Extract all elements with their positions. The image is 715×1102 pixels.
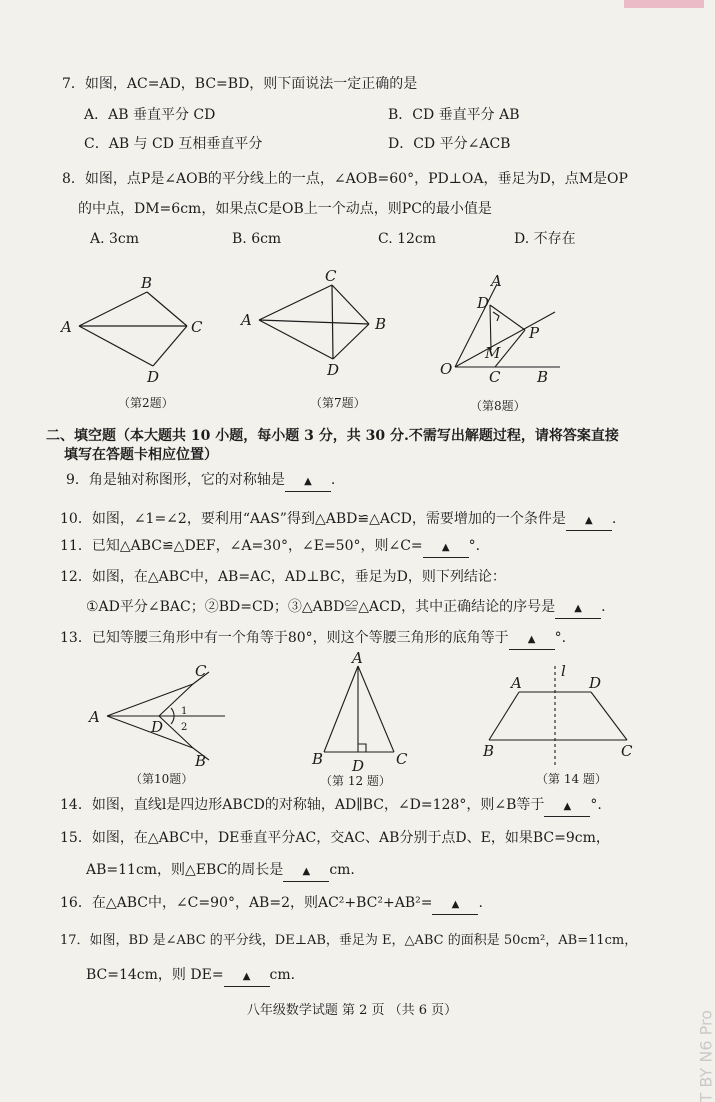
- fig2-label-a: A: [61, 318, 72, 336]
- q13: [60, 629, 566, 650]
- fig12-caption: （第 12 题）: [320, 774, 391, 788]
- fig10-caption: （第10题）: [130, 772, 194, 786]
- q14-answer-blank: [544, 796, 590, 817]
- q7-option-c: C．AB 与 CD 互相垂直平分: [84, 136, 263, 152]
- fig8-label-p: P: [529, 324, 540, 342]
- fig14-caption: （第 14 题）: [536, 772, 607, 786]
- fig7-label-a: A: [241, 311, 252, 329]
- q8-option-a: A. 3cm: [90, 231, 140, 247]
- fig10-angle-2: 2: [181, 722, 188, 733]
- q12-stem: 12．如图，在△ABC中，AB=AC，AD⊥BC，垂足为D，则下列结论：: [60, 569, 506, 585]
- q8-stem-line2: 的中点，DM=6cm，如果点C是OB上一个动点，则PC的最小值是: [78, 201, 492, 217]
- fig12-label-a: A: [352, 649, 363, 667]
- q10-post: .: [611, 511, 617, 527]
- q16-answer-blank: [432, 894, 478, 915]
- section2-title-line2: 填写在答题卡相应位置）: [64, 447, 218, 463]
- q15-post: cm.: [329, 862, 355, 878]
- fig8-label-d: D: [477, 294, 490, 312]
- q7-option-a: A．AB 垂直平分 CD: [84, 107, 216, 123]
- q15-text: AB=11cm，则△EBC的周长是: [86, 862, 284, 878]
- q17-continued: [86, 966, 295, 987]
- fig10-angle-1: 1: [181, 706, 188, 717]
- camera-watermark: T BY N6 Pro: [696, 1010, 715, 1102]
- q17-blank-mark: ▲: [242, 971, 251, 982]
- fig12-label-d: D: [352, 757, 365, 775]
- q9: [66, 471, 335, 492]
- q7-stem: 7．如图，AC=AD，BC=BD，则下面说法一定正确的是: [62, 76, 418, 92]
- q10: [60, 510, 616, 531]
- q12-answer-blank: [555, 598, 601, 619]
- fig7-label-c: C: [325, 267, 337, 285]
- q13-text: 13．已知等腰三角形中有一个角等于80°，则这个等腰三角形的底角等于: [60, 630, 509, 646]
- q17-text: BC=14cm，则 DE=: [86, 967, 224, 983]
- q9-blank-mark: ▲: [304, 476, 312, 487]
- section2-title-line1: 二、填空题（本大题共 10 小题，每小题 3 分，共 30 分.不需写出解题过程，请将答案直接: [46, 428, 619, 444]
- fig14-label-c: C: [621, 742, 633, 760]
- q17-stem: 17．如图，BD 是∠ABC 的平分线，DE⊥AB，垂足为 E，△ABC 的面积是 50cm²，AB=11cm，: [60, 933, 638, 948]
- q8-stem-line1: 8．如图，点P是∠AOB的平分线上的一点，∠AOB=60°，PD⊥OA，垂足为D，点M是OP: [62, 171, 628, 187]
- fig10-label-a: A: [89, 708, 100, 726]
- fig8-label-o: O: [440, 360, 453, 378]
- fig7-caption: （第7题）: [310, 396, 366, 410]
- fig8-label-b: B: [537, 368, 549, 386]
- figure-q8: [435, 272, 575, 394]
- fig7-label-b: B: [375, 315, 387, 333]
- q10-answer-blank: [566, 510, 612, 531]
- q13-answer-blank: [509, 629, 555, 650]
- q16-blank-mark: ▲: [451, 899, 460, 910]
- fig2-label-b: B: [141, 274, 153, 292]
- q10-text: 10．如图，∠1=∠2，要利用“AAS”得到△ABD≌△ACD，需要增加的一个条件是: [60, 511, 566, 527]
- q17-answer-blank: [224, 966, 270, 987]
- q16: [60, 894, 483, 915]
- q9-text: 9．角是轴对称图形，它的对称轴是: [66, 472, 285, 488]
- q8-option-b: B. 6cm: [232, 231, 282, 247]
- fig10-label-b: B: [195, 752, 207, 770]
- q17-post: cm.: [269, 967, 296, 983]
- figure-q7: [235, 265, 405, 383]
- corner-color-mark: [624, 0, 704, 8]
- fig7-label-d: D: [327, 361, 340, 379]
- fig2-label-c: C: [191, 318, 203, 336]
- q9-post: .: [330, 472, 336, 488]
- q9-answer-blank: [285, 471, 331, 492]
- q14: [60, 796, 602, 817]
- figure-q10: [85, 660, 245, 770]
- figure-q14: [475, 660, 655, 768]
- fig10-label-d: D: [151, 718, 164, 736]
- q11-answer-blank: [423, 537, 469, 558]
- fig8-label-m: M: [485, 344, 501, 362]
- q15-blank-mark: ▲: [302, 866, 311, 877]
- q12-conclusions: [86, 598, 606, 619]
- fig8-caption: （第8题）: [470, 399, 526, 413]
- fig10-label-c: C: [195, 662, 207, 680]
- q13-blank-mark: ▲: [527, 634, 536, 645]
- q14-text: 14．如图，直线l是四边形ABCD的对称轴，AD∥BC，∠D=128°，则∠B等于: [60, 797, 545, 813]
- figure-q2: [55, 268, 215, 388]
- q7-option-b: B．CD 垂直平分 AB: [388, 107, 520, 123]
- q12-post: .: [601, 599, 606, 615]
- q12-blank-mark: ▲: [574, 603, 582, 614]
- q14-blank-mark: ▲: [563, 801, 572, 812]
- q13-post: °.: [554, 630, 567, 646]
- figure-q12: [310, 649, 410, 775]
- fig14-label-a: A: [511, 674, 522, 692]
- fig14-label-l: l: [561, 662, 566, 680]
- q16-post: .: [478, 895, 483, 911]
- fig12-label-c: C: [396, 750, 408, 768]
- q15-stem: 15．如图，在△ABC中，DE垂直平分AC，交AC、AB分别于点D、E，如果BC=9cm，: [60, 830, 610, 846]
- fig14-label-d: D: [589, 674, 602, 692]
- q8-option-c: C. 12cm: [378, 231, 437, 247]
- q10-blank-mark: ▲: [585, 515, 593, 526]
- fig8-label-c: C: [489, 368, 501, 386]
- q11: [60, 537, 480, 558]
- fig2-caption: （第2题）: [118, 396, 174, 410]
- q15-continued: [86, 861, 355, 882]
- q8-option-d: D. 不存在: [514, 231, 576, 247]
- q14-post: °.: [590, 797, 602, 813]
- q16-text: 16．在△ABC中，∠C=90°，AB=2，则AC²+BC²+AB²=: [60, 895, 433, 911]
- fig12-label-b: B: [312, 750, 324, 768]
- q12-text: ①AD平分∠BAC；②BD=CD；③△ABD≌△ACD，其中正确结论的序号是: [86, 599, 556, 615]
- q11-post: °.: [468, 538, 481, 554]
- q7-option-d: D．CD 平分∠ACB: [388, 136, 511, 152]
- fig2-label-d: D: [147, 368, 160, 386]
- fig14-label-b: B: [483, 742, 495, 760]
- q15-answer-blank: [283, 861, 329, 882]
- q11-blank-mark: ▲: [441, 542, 450, 553]
- q11-text: 11．已知△ABC≌△DEF，∠A=30°，∠E=50°，则∠C=: [60, 538, 423, 554]
- page-footer: 八年级数学试题 第 2 页 （共 6 页）: [246, 1003, 458, 1018]
- fig8-label-a: A: [491, 272, 502, 290]
